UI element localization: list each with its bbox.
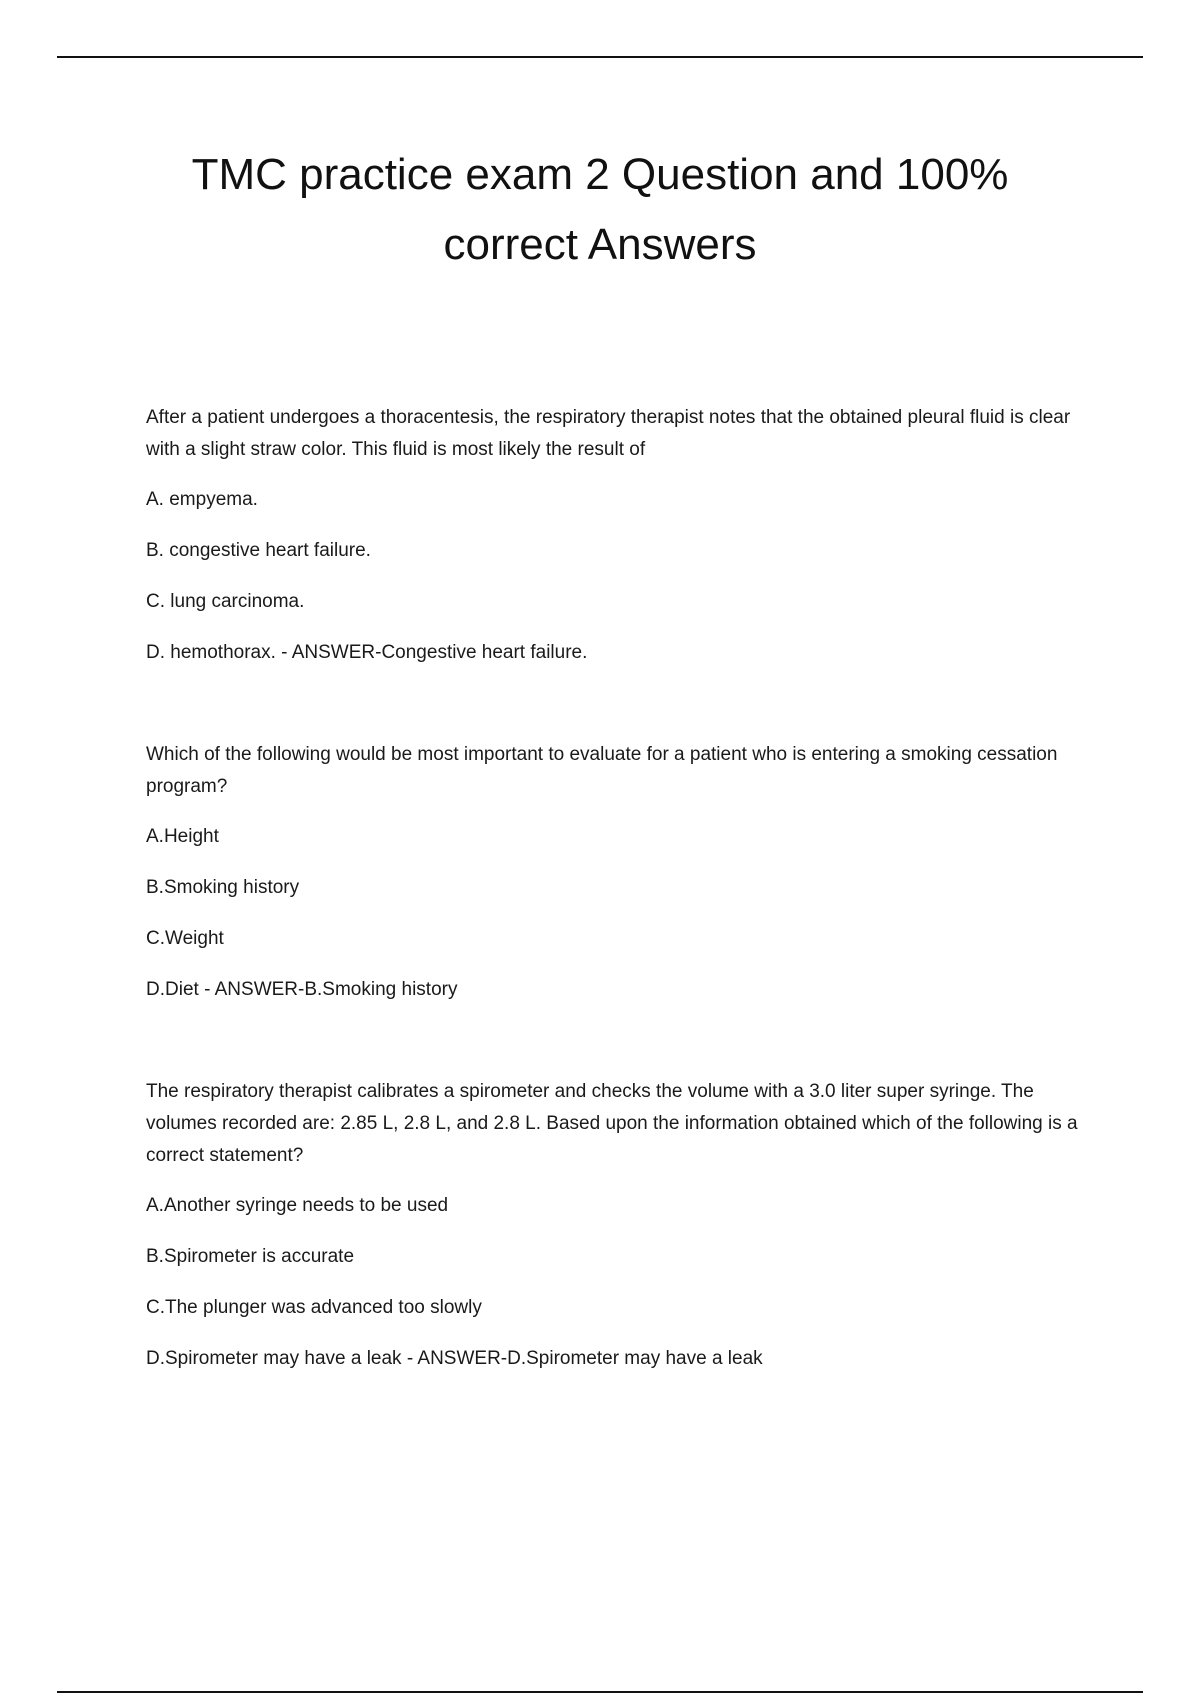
answer-options <box>146 821 1096 1006</box>
option-a: A.Another syringe needs to be used <box>146 1195 449 1216</box>
option-d-with-answer: D.Spirometer may have a leak - ANSWER-D.Spirometer may have a leak <box>146 1348 763 1369</box>
title-line-2: correct Answers <box>443 220 757 269</box>
option-a: A. empyema. <box>146 489 258 510</box>
question-1 <box>146 402 1096 669</box>
option-c: C. lung carcinoma. <box>146 591 305 612</box>
option-b: B. congestive heart failure. <box>146 540 371 561</box>
header-rule <box>57 56 1143 58</box>
option-c: C.Weight <box>146 928 224 949</box>
option-b: B.Spirometer is accurate <box>146 1246 355 1267</box>
answer-options <box>146 484 1096 669</box>
option-d-with-answer: D. hemothorax. - ANSWER-Congestive heart failure. <box>146 642 588 663</box>
question-stem: After a patient undergoes a thoracentesis, the respiratory therapist notes that the obtained pleural fluid is clear with a slight straw color. This fluid is most likely the result of <box>146 407 1071 460</box>
option-c: C.The plunger was advanced too slowly <box>146 1297 482 1318</box>
option-b: B.Smoking history <box>146 877 300 898</box>
option-d-with-answer: D.Diet - ANSWER-B.Smoking history <box>146 979 458 1000</box>
answer-options <box>146 1190 1096 1375</box>
document-title <box>100 140 1100 280</box>
footer-rule <box>57 1691 1143 1693</box>
question-stem: The respiratory therapist calibrates a spirometer and checks the volume with a 3.0 liter super syringe. The volumes recorded are: 2.85 L, 2.8 L, and 2.8 L. Based upon the information obtained which of the following is a correct statement? <box>146 1081 1078 1166</box>
question-2 <box>146 739 1096 1006</box>
option-a: A.Height <box>146 826 219 847</box>
question-stem: Which of the following would be most important to evaluate for a patient who is entering a smoking cessation program? <box>146 744 1058 797</box>
question-list <box>146 402 1096 1375</box>
title-line-1: TMC practice exam 2 Question and 100% <box>191 150 1009 199</box>
question-3 <box>146 1076 1096 1375</box>
